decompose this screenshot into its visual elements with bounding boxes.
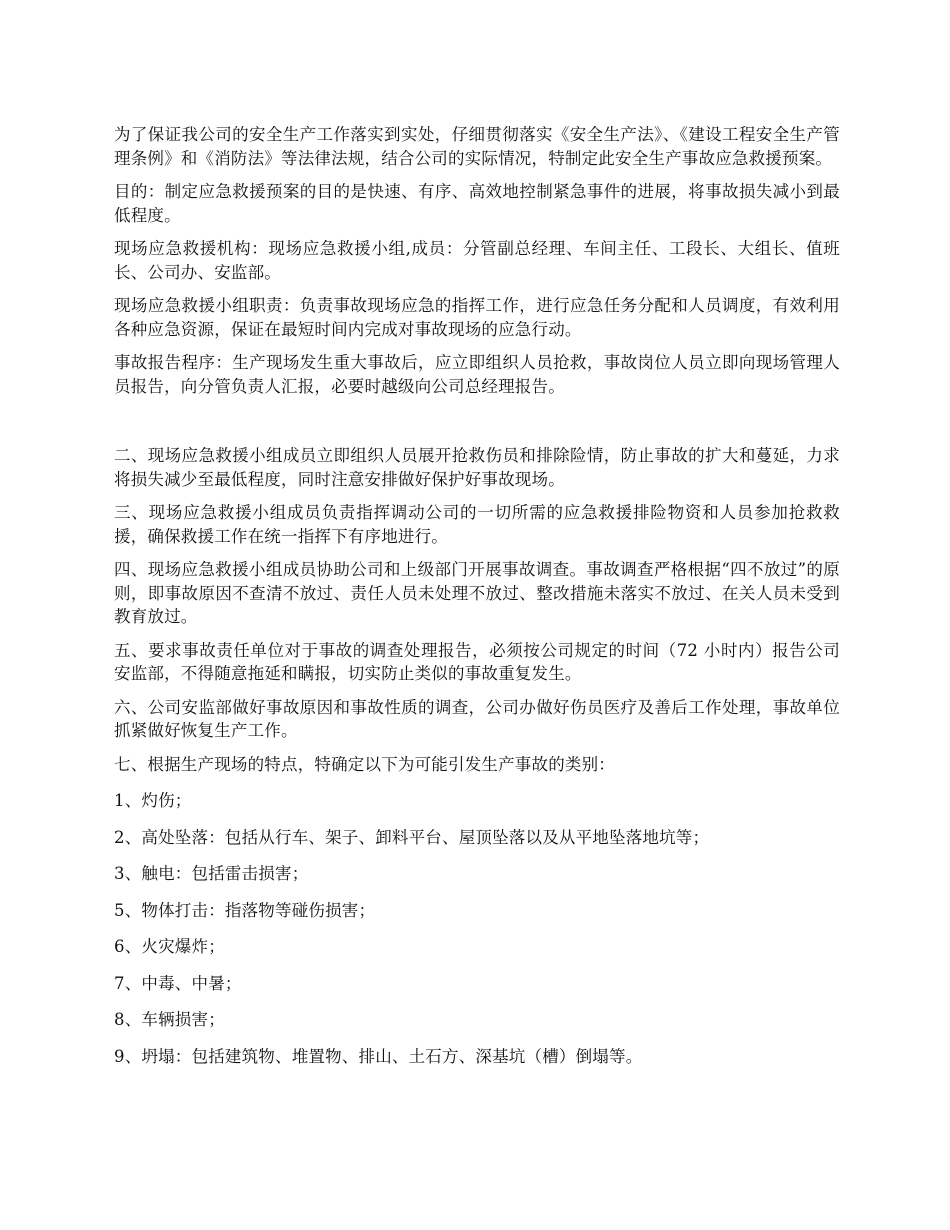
section-gap — [114, 408, 840, 444]
section-paragraph-5: 五、要求事故责任单位对于事故的调查处理报告，必须按公司规定的时间（72 小时内）报告公司安监部，不得随意拖延和瞒报，切实防止类似的事故重复发生。 — [114, 640, 840, 683]
intro-paragraph-reporting: 事故报告程序：生产现场发生重大事故后，应立即组织人员抢救，事故岗位人员立即向现场管理人员报告，向分管负责人汇报，必要时越级向公司总经理报告。 — [114, 353, 840, 396]
section-paragraph-3: 三、现场应急救援小组成员负责指挥调动公司的一切所需的应急救援排险物资和人员参加抢救救援，确保救援工作在统一指挥下有序地进行。 — [114, 503, 840, 546]
intro-paragraph-purpose: 为了保证我公司的安全生产工作落实到实处，仔细贯彻落实《安全生产法》、《建设工程安全生产管理条例》和《消防法》等法律法规，结合公司的实际情况，特制定此安全生产事故应急救援预案。 — [114, 125, 840, 168]
category-item: 2、高处坠落：包括从行车、架子、卸料平台、屋顶坠落以及从平地坠落地坑等； — [114, 827, 710, 847]
section-paragraph-6: 六、公司安监部做好事故原因和事故性质的调查，公司办做好伤员医疗及善后工作处理，事故单位抓紧做好恢复生产工作。 — [114, 697, 840, 740]
category-item: 7、中毒、中暑； — [114, 973, 242, 993]
section-paragraph-2: 二、现场应急救援小组成员立即组织人员展开抢救伤员和排除险情，防止事故的扩大和蔓延，力求将损失减少至最低程度，同时注意安排做好保护好事故现场。 — [114, 446, 840, 489]
category-item: 9、坍塌：包括建筑物、堆置物、排山、土石方、深基坑（槽）倒塌等。 — [114, 1046, 643, 1066]
section-paragraph-7: 七、根据生产现场的特点，特确定以下为可能引发生产事故的类别： — [114, 754, 615, 774]
category-item: 3、触电：包括雷击损害； — [114, 864, 309, 883]
category-item: 6、火灾爆炸； — [114, 937, 225, 956]
intro-paragraph-organization: 现场应急救援机构：现场应急救援小组,成员：分管副总经理、车间主任、工段长、大组长、值班长、公司办、安监部。 — [114, 239, 840, 282]
section-paragraph-4: 四、现场应急救援小组成员协助公司和上级部门开展事故调查。事故调查严格根据“四不放过”的原则，即事故原因不查清不放过、责任人员未处理不放过、整改措施未落实不放过、在关人员未受到教育放过。 — [114, 560, 840, 626]
intro-paragraph-goal: 目的：制定应急救援预案的目的是快速、有序、高效地控制紧急事件的进展，将事故损失减小到最低程度。 — [114, 182, 840, 225]
document-page — [114, 123, 840, 1081]
category-item: 8、车辆损害； — [114, 1010, 225, 1029]
category-item: 1、灼伤； — [114, 791, 192, 810]
category-item: 5、物体打击：指落物等碰伤损害； — [114, 900, 376, 920]
intro-paragraph-duties: 现场应急救援小组职责：负责事故现场应急的指挥工作，进行应急任务分配和人员调度，有效利用各种应急资源，保证在最短时间内完成对事故现场的应急行动。 — [114, 296, 840, 339]
